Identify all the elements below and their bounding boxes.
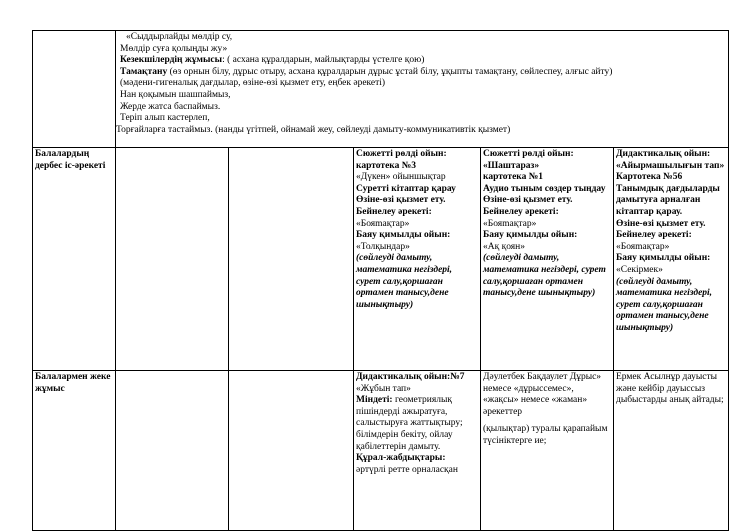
- heading: Дидактикалық ойын:№7: [356, 372, 465, 382]
- task-line: [356, 395, 478, 453]
- individual-day3-cell: [354, 371, 481, 531]
- text: «Дүкен» ойыншықтар: [356, 172, 446, 183]
- text: «Бояmақтар»: [483, 218, 537, 229]
- plan-table: [32, 30, 729, 531]
- heading: Өзіне-өзі қызмет ету.: [616, 218, 706, 229]
- heading: Сюжетті рөлді ойын:: [356, 149, 447, 159]
- poem-line-1: Нан қоқымын шашпаймыз,: [120, 89, 231, 100]
- empty-cell: [229, 371, 354, 531]
- duty-label: Кезекшілердің жұмысы: [120, 55, 223, 66]
- song-line-2: Мөлдір суға қолыңды жу»: [120, 43, 228, 54]
- individual-work-row: [33, 371, 729, 531]
- text: «Толқындар»: [356, 241, 410, 252]
- heading: картотека №3: [356, 160, 417, 171]
- heading: Картотека №56: [616, 172, 683, 183]
- heading: Баяу қимылды ойын:: [483, 230, 578, 241]
- heading: Өзіне-өзі қызмет ету.: [356, 195, 446, 206]
- meal-label: Тамақтану: [120, 66, 168, 77]
- task-label: Міндеті:: [356, 395, 393, 406]
- individual-day4-cell: [481, 371, 614, 531]
- heading: картотека №1: [483, 172, 544, 183]
- text: Дәулетбек Бақдаулет Дұрыс» немесе «дұрыссемес», «жақсы» немесе «жаман» әрекеттер: [483, 372, 602, 417]
- poem-line-4: Торғайларға тастаймыз. (нанды үгітпей, ойнамай жеу, сөйлеуді дамыту-коммуникативтік қызмет): [116, 124, 511, 135]
- empty-cell: [116, 371, 229, 531]
- heading: Бейнелеу әрекеті:: [483, 206, 559, 217]
- heading: «Айырмашылығын тап»: [616, 160, 725, 171]
- poem-line-3: Теріп алып кастерлеп,: [120, 113, 210, 124]
- empty-cell: [229, 148, 354, 371]
- heading: Өзіне-өзі қызмет ету.: [483, 195, 573, 206]
- independent-activity-label: Балалардың дербес іс-әрекеті: [33, 148, 116, 371]
- note: (сөйлеуді дамыту, математика негіздері, сурет салу,қоршаған ортамен танысу,дене шынықтыру): [356, 253, 453, 310]
- note: (сөйлеуді дамыту, математика негіздері, сурет салу,қоршаған ортамен танысу,дене шынықтыру): [483, 253, 606, 299]
- task-text: геометриялық пішіндерді ажыратуға, салыстыруға жаттықтыру; білімдерін бекіту, ойлау қабілеттерін дамыту.: [356, 395, 463, 452]
- heading: Бейнелеу әрекеті:: [356, 206, 432, 217]
- text: «Ақ қоян»: [483, 241, 525, 252]
- meal-line: [120, 67, 726, 79]
- text: әртүрлі ретте орналасқан: [356, 464, 458, 475]
- text: «Жұбын тап»: [356, 383, 411, 394]
- heading: Аудио тыным сөздер тыңдау: [483, 183, 606, 194]
- text: «Бояmақтар»: [356, 218, 410, 229]
- empty-cell: [116, 148, 229, 371]
- heading: Суретті кітаптар қарау: [356, 183, 456, 194]
- heading: Бейнелеу әрекеті:: [616, 230, 692, 241]
- routine-text-cell: [116, 31, 729, 148]
- heading: Құрал-жабдықтары:: [356, 453, 446, 464]
- independent-day5-cell: [614, 148, 729, 371]
- duty-text: : ( асхана құралдарын, майлықтарды үстелге қою): [222, 55, 425, 66]
- independent-day4-cell: [481, 148, 614, 371]
- poem-line-2: Жерде жатса баспаймыз.: [120, 101, 221, 112]
- heading: Сюжетті рөлді ойын:: [483, 149, 574, 159]
- top-row-label-cell: [33, 31, 116, 148]
- heading: Дидактикалық ойын:: [616, 149, 711, 159]
- song-line-1: «Сыддырлайды мөлдір су,: [126, 32, 233, 42]
- individual-day5-cell: [614, 371, 729, 531]
- heading: Баяу қимылды ойын:: [356, 230, 451, 241]
- text: «Секірмек»: [616, 264, 663, 275]
- individual-work-label: Балалармен жеке жұмыс: [33, 371, 116, 531]
- heading: Баяу қимылды ойын:: [616, 253, 711, 264]
- duty-line: [120, 55, 726, 67]
- top-row: [33, 31, 729, 148]
- meal-note: (мәдени-гигеналық дағдылар, өзіне-өзі қызмет ету, еңбек әрекеті): [120, 78, 386, 89]
- heading: Танымдық дағдыларды дамытуға арналған кітаптар қарау.: [616, 183, 720, 217]
- note: (сөйлеуді дамыту, математика негіздері, сурет салу,қоршаған ортамен танысу,дене шынықтыру): [616, 276, 713, 333]
- text: (қылықтар) туралы қарапайым түсініктерге ие;: [483, 424, 608, 446]
- independent-activity-row: [33, 148, 729, 371]
- independent-day3-cell: [354, 148, 481, 371]
- heading: «Шаштараз»: [483, 160, 540, 171]
- text: Ермек Асылнұр дауысты және кейбір дауыссыз дыбыстарды анық айтады;: [616, 372, 724, 406]
- meal-text: (өз орнын білу, дұрыс отыру, асхана құралдарын дұрыс ұстай білу, ұқыпты тамақтану, сөйлеспеу, алғыс айту): [167, 66, 613, 77]
- text: «Бояmақтар»: [616, 241, 670, 252]
